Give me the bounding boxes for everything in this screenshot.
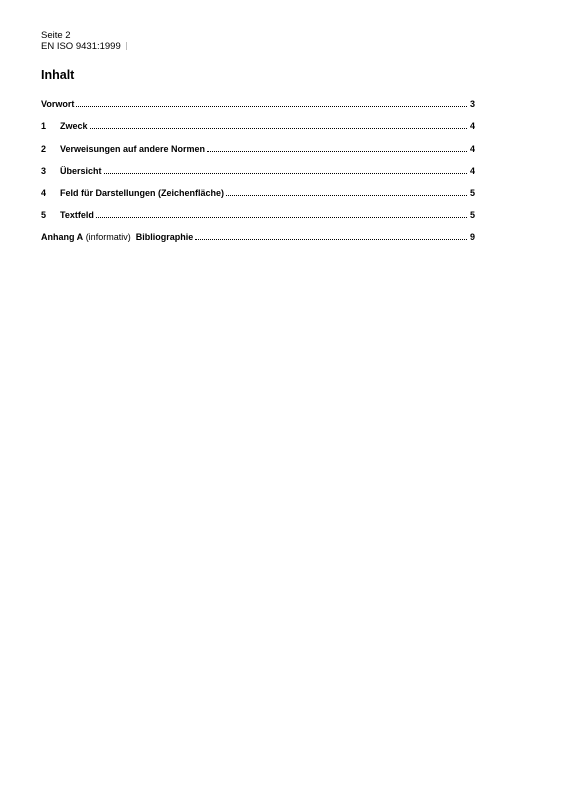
toc-entry-number: 2 <box>41 144 47 154</box>
toc-entry-page: 4 <box>469 144 475 154</box>
toc-title: Inhalt <box>41 68 75 82</box>
toc-entry-label: Vorwort <box>41 99 75 109</box>
toc-entry-page: 9 <box>469 232 475 242</box>
toc-entry-number: 3 <box>41 166 47 176</box>
toc-entry-label: Feld für Darstellungen (Zeichenfläche) <box>60 188 225 198</box>
toc-entry-page: 5 <box>469 188 475 198</box>
annex-prefix: Anhang A <box>41 232 84 242</box>
toc-entry-verweisungen[interactable] <box>41 142 475 154</box>
toc-entry-page: 4 <box>469 166 475 176</box>
dot-leader <box>226 194 467 196</box>
toc-entry-page: 3 <box>469 99 475 109</box>
annex-title: Bibliographie <box>135 232 194 242</box>
toc-entry-zweck[interactable] <box>41 119 475 131</box>
toc-entry-feld-darstellungen[interactable] <box>41 186 475 198</box>
toc-entry-page: 4 <box>469 121 475 131</box>
toc-entry-page: 5 <box>469 210 475 220</box>
toc-entry-number: 4 <box>41 188 47 198</box>
dot-leader <box>96 216 467 218</box>
dot-leader <box>195 238 467 240</box>
dot-leader <box>90 127 467 129</box>
toc-entry-textfeld[interactable] <box>41 208 475 220</box>
toc-entry-uebersicht[interactable] <box>41 164 475 176</box>
toc-entry-label: Zweck <box>60 121 88 131</box>
text-cursor-mark <box>126 42 127 50</box>
toc-entry-label: Übersicht <box>60 166 102 176</box>
dot-leader <box>207 150 467 152</box>
standard-identifier: EN ISO 9431:1999 <box>41 41 127 52</box>
toc-entry-label <box>41 232 193 242</box>
toc-entry-label: Verweisungen auf andere Normen <box>60 144 206 154</box>
page-number-label: Seite 2 <box>41 30 71 41</box>
annex-note: (informativ) <box>85 232 131 242</box>
dot-leader <box>76 105 467 107</box>
toc-entry-vorwort[interactable] <box>41 97 475 109</box>
toc-entry-label: Textfeld <box>60 210 94 220</box>
dot-leader <box>104 172 467 174</box>
toc-entry-number: 5 <box>41 210 47 220</box>
toc-entry-number: 1 <box>41 121 47 131</box>
toc-entry-anhang-a[interactable] <box>41 230 475 242</box>
page-header <box>41 30 127 52</box>
